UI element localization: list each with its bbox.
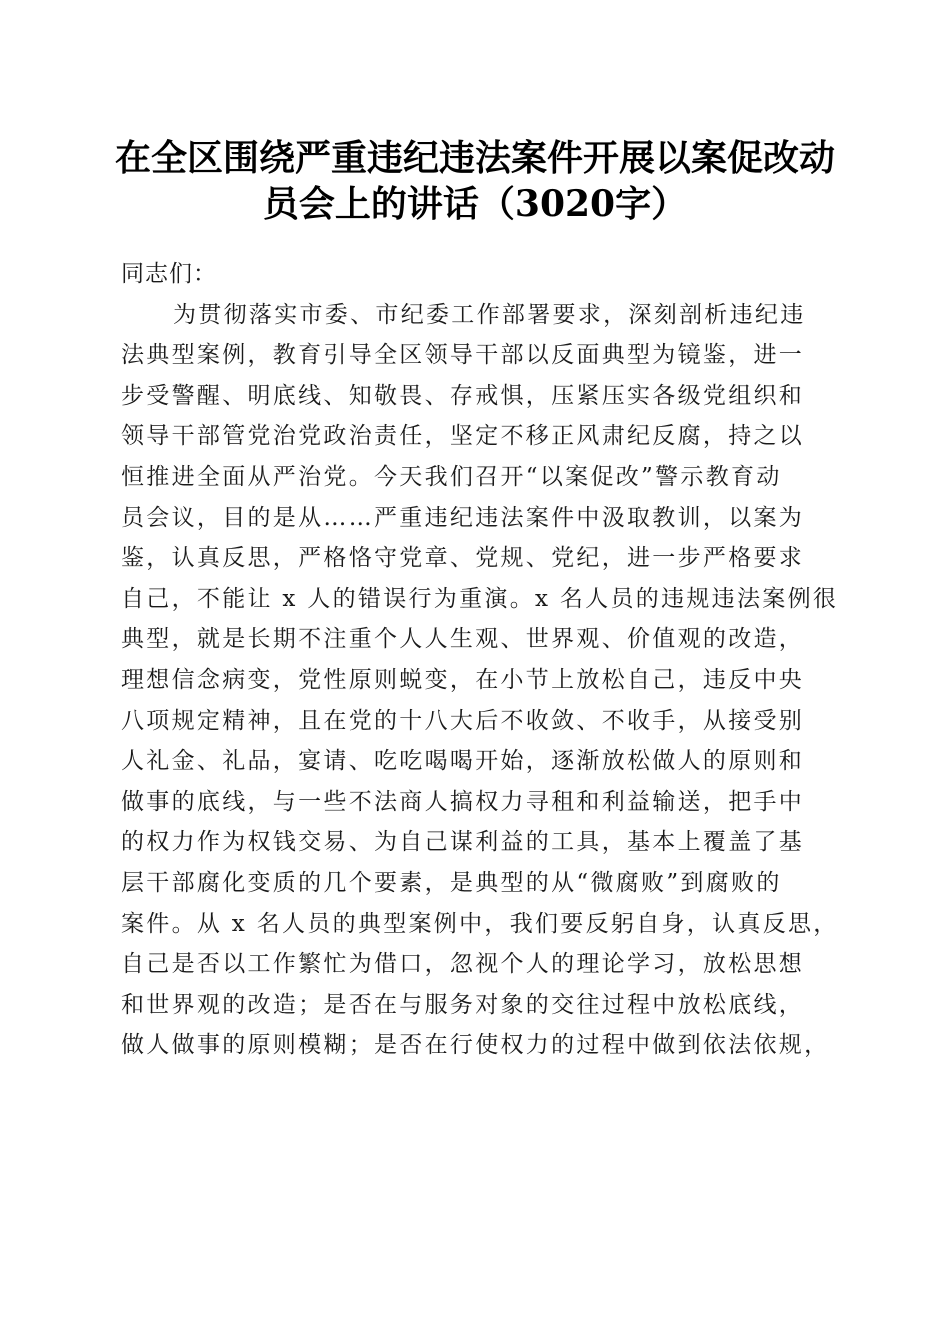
paragraph-line: 和世界观的改造；是否在与服务对象的交往过程中放松底线， [121,991,805,1018]
paragraph-line: 做事的底线，与一些不法商人搞权力寻租和利益输送，把手中 [121,788,805,815]
paragraph-line: 层干部腐化变质的几个要素，是典型的从“微腐败”到腐败的 [121,869,782,896]
paragraph-line: 法典型案例，教育引导全区领导干部以反面典型为镜鉴，进一 [121,342,805,369]
title-line: 员会上的讲话（3020字） [262,183,688,225]
paragraph-line: 的权力作为权钱交易、为自己谋利益的工具，基本上覆盖了基 [121,829,805,856]
document-body [121,254,841,1066]
title-line: 在全区围绕严重违纪违法案件开展以案促改动 [114,137,835,179]
document-title [100,135,850,227]
paragraph-line: 鉴，认真反思，严格恪守党章、党规、党纪，进一步严格要求 [121,545,805,572]
paragraph-line: 典型，就是长期不注重个人人生观、世界观、价值观的改造， [121,626,805,653]
paragraph-line: 步受警醒、明底线、知敬畏、存戒惧，压紧压实各级党组织和 [121,382,805,409]
paragraph-line: 做人做事的原则模糊；是否在行使权力的过程中做到依法依规， [121,1032,830,1059]
paragraph [121,295,841,1066]
paragraph-line: 人礼金、礼品，宴请、吃吃喝喝开始，逐渐放松做人的原则和 [121,748,805,775]
paragraph-line: 领导干部管党治党政治责任，坚定不移正风肃纪反腐，持之以 [121,423,805,450]
paragraph-line: 为贯彻落实市委、市纪委工作部署要求，深刻剖析违纪违 [173,301,806,328]
salutation: 同志们： [121,261,217,287]
paragraph-line: 自己是否以工作繁忙为借口，忽视个人的理论学习，放松思想 [121,951,805,978]
paragraph-line: 理想信念病变，党性原则蜕变，在小节上放松自己，违反中央 [121,666,805,693]
paragraph-line: 案件。从 x 名人员的典型案例中，我们要反躬自身，认真反思， [121,910,839,937]
paragraph-line: 自己，不能让 x 人的错误行为重演。x 名人员的违规违法案例很 [121,585,839,612]
paragraph-line: 八项规定精神，且在党的十八大后不收敛、不收手，从接受别 [121,707,805,734]
paragraph-line: 恒推进全面从严治党。今天我们召开“以案促改”警示教育动 [121,463,782,490]
paragraph-line: 员会议，目的是从……严重违纪违法案件中汲取教训，以案为 [121,504,805,531]
